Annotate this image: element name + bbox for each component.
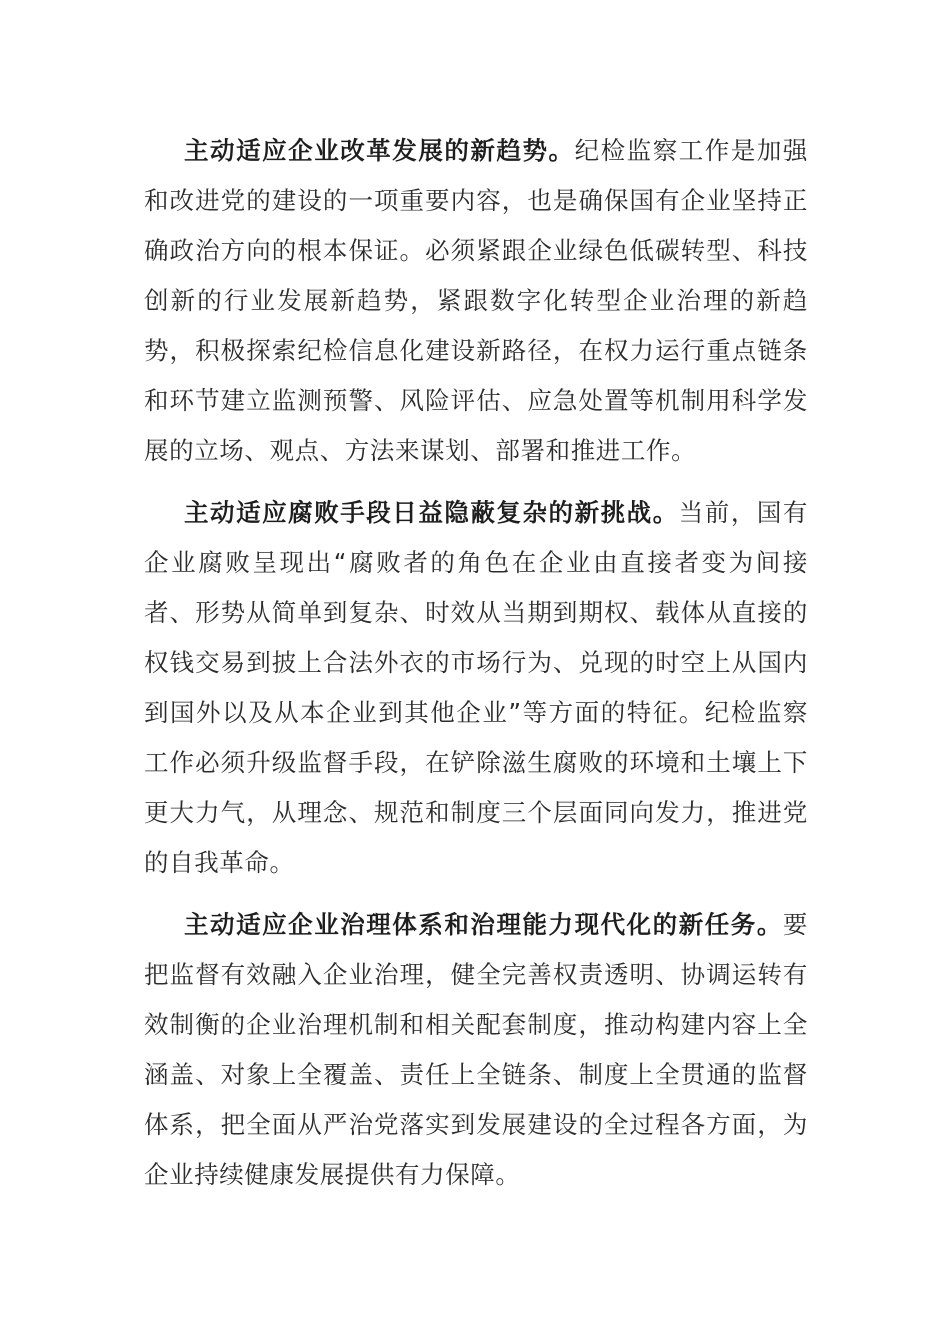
paragraph-2-lead: 主动适应腐败手段日益隐蔽复杂的新挑战。 <box>184 498 679 527</box>
paragraph-1-lead: 主动适应企业改革发展的新趋势。 <box>184 136 575 165</box>
paragraph-2-body: 当前，国有企业腐败呈现出“腐败者的角色在企业由直接者变为间接者、形势从简单到复杂、时效从当期到期权、载体从直接的权钱交易到披上合法外衣的市场行为、兑现的时空上从国内到国外以及从本企业到其他企业”等方面的特征。纪检监察工作必须升级监督手段，在铲除滋生腐败的环境和土壤上下更大力气，从理念、规范和制度三个层面同向发力，推进党的自我革命。 <box>144 498 809 877</box>
paragraph-3 <box>144 900 808 1200</box>
document-page <box>144 126 808 1212</box>
paragraph-1 <box>144 126 808 476</box>
paragraph-2 <box>144 488 808 888</box>
paragraph-1-body: 纪检监察工作是加强和改进党的建设的一项重要内容，也是确保国有企业坚持正确政治方向的根本保证。必须紧跟企业绿色低碳转型、科技创新的行业发展新趋势，紧跟数字化转型企业治理的新趋势，积极探索纪检信息化建设新路径，在权力运行重点链条和环节建立监测预警、风险评估、应急处置等机制用科学发展的立场、观点、方法来谋划、部署和推进工作。 <box>144 136 809 465</box>
paragraph-3-body: 要把监督有效融入企业治理，健全完善权责透明、协调运转有效制衡的企业治理机制和相关配套制度，推动构建内容上全涵盖、对象上全覆盖、责任上全链条、制度上全贯通的监督体系，把全面从严治党落实到发展建设的全过程各方面，为企业持续健康发展提供有力保障。 <box>144 910 808 1189</box>
paragraph-3-lead: 主动适应企业治理体系和治理能力现代化的新任务。 <box>184 910 783 939</box>
